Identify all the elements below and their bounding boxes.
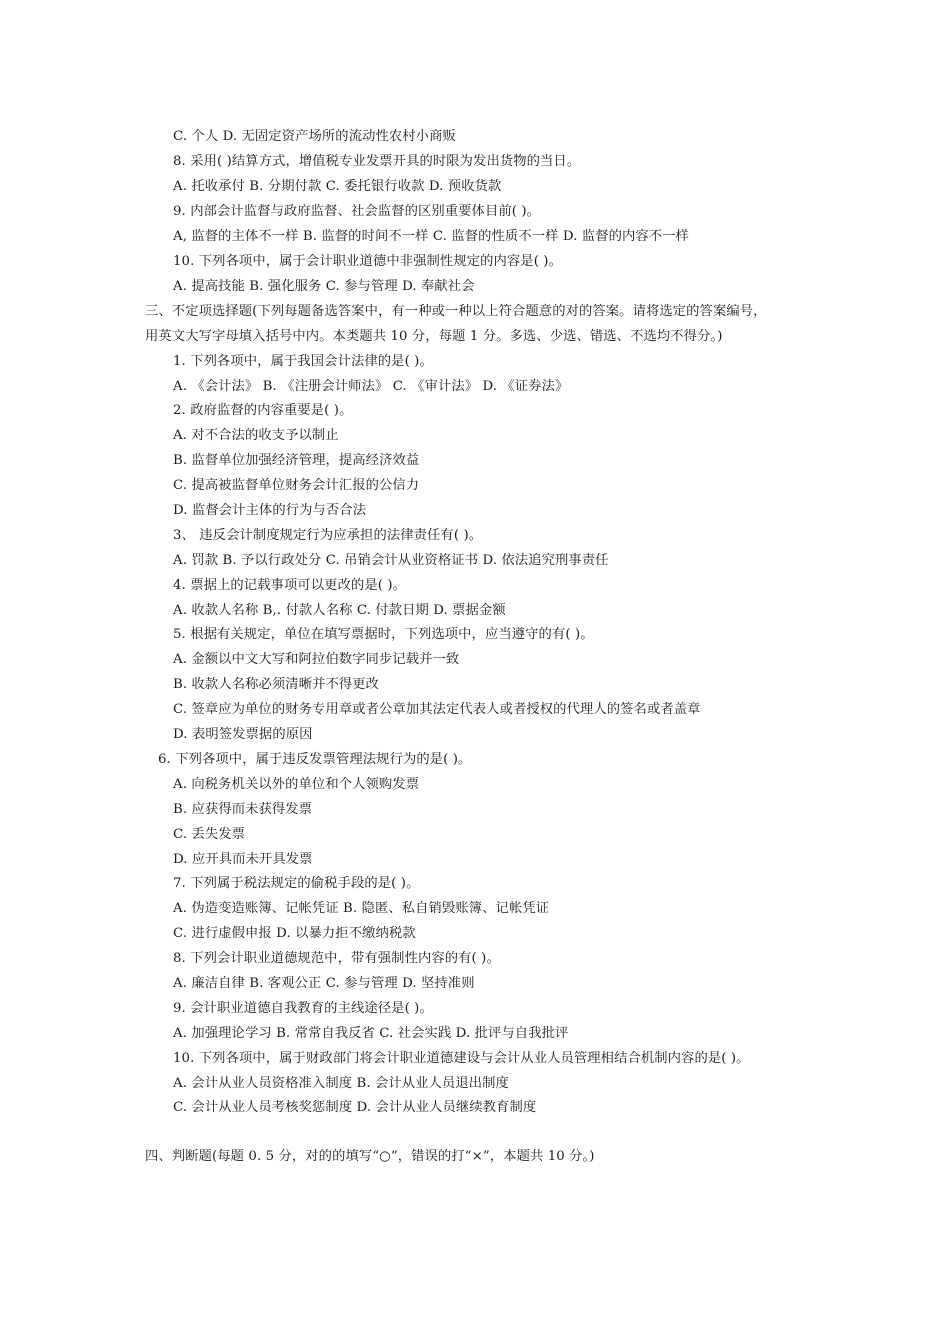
question-line: 6. 下列各项中，属于违反发票管理法规行为的是( )。 (158, 752, 472, 767)
option-line: A. 加强理论学习 B. 常常自我反省 C. 社会实践 D. 批评与自我批评 (173, 1026, 569, 1041)
option-line: C. 签章应为单位的财务专用章或者公章加其法定代表人或者授权的代理人的签名或者盖章 (173, 702, 701, 717)
section-heading: 三、不定项选择题(下列每题备选答案中，有一种或一种以上符合题意的对的答案。请将选定的答案编号， (145, 304, 767, 319)
question-line: 5. 根据有关规定，单位在填写票据时，下列选项中，应当遵守的有( )。 (173, 627, 594, 642)
question-line: 4. 票据上的记载事项可以更改的是( )。 (173, 578, 407, 593)
question-line: 8. 采用( )结算方式，增值税专业发票开具的时限为发出货物的当日。 (173, 154, 581, 169)
question-line: 8. 下列会计职业道德规范中，带有强制性内容的有( )。 (173, 951, 500, 966)
option-line: C. 进行虚假申报 D. 以暴力拒不缴纳税款 (173, 926, 416, 941)
section-heading: 四、判断题(每题 0. 5 分，对的的填写“○”，错误的打“×”，本题共 10 分。) (145, 1149, 595, 1164)
question-line: 1. 下列各项中，属于我国会计法律的是( )。 (173, 354, 433, 369)
option-line: A. 向税务机关以外的单位和个人领购发票 (173, 777, 420, 792)
option-line: A. 《会计法》 B. 《注册会计师法》 C. 《审计法》 D. 《证券法》 (173, 379, 569, 394)
text-line: C. 个人 D. 无固定资产场所的流动性农村小商贩 (173, 129, 456, 144)
option-line: A. 提高技能 B. 强化服务 C. 参与管理 D. 奉献社会 (173, 279, 475, 294)
option-line: C. 会计从业人员考核奖惩制度 D. 会计从业人员继续教育制度 (173, 1100, 537, 1115)
option-line: A. 收款人名称 B,. 付款人名称 C. 付款日期 D. 票据金额 (173, 603, 506, 618)
option-line: A. 伪造变造账簿、记帐凭证 B. 隐匿、私自销毁账簿、记帐凭证 (173, 901, 550, 916)
question-line: 9. 内部会计监督与政府监督、社会监督的区别重要体目前( )。 (173, 204, 541, 219)
option-line: D. 应开具而未开具发票 (173, 852, 313, 867)
option-line: A. 罚款 B. 予以行政处分 C. 吊销会计从业资格证书 D. 依法追究刑事责任 (173, 553, 609, 568)
option-line: C. 提高被监督单位财务会计汇报的公信力 (173, 478, 420, 493)
option-line: A. 会计从业人员资格准入制度 B. 会计从业人员退出制度 (173, 1076, 509, 1091)
option-line: B. 监督单位加强经济管理，提高经济效益 (173, 453, 420, 468)
question-line: 10. 下列各项中，属于财政部门将会计职业道德建设与会计从业人员管理相结合机制内容的是( )。 (173, 1051, 750, 1066)
option-line: A. 托收承付 B. 分期付款 C. 委托银行收款 D. 预收货款 (173, 179, 502, 194)
question-line: 2. 政府监督的内容重要是( )。 (173, 403, 353, 418)
question-line: 3、 违反会计制度规定行为应承担的法律责任有( )。 (173, 528, 483, 543)
question-line: 7. 下列属于税法规定的偷税手段的是( )。 (173, 876, 420, 891)
option-line: A. 廉洁自律 B. 客观公正 C. 参与管理 D. 坚持准则 (173, 976, 475, 991)
option-line: A. 对不合法的收支予以制止 (173, 428, 339, 443)
question-line: 9. 会计职业道德自我教育的主线途径是( )。 (173, 1001, 433, 1016)
question-line: 10. 下列各项中，属于会计职业道德中非强制性规定的内容是( )。 (173, 254, 562, 269)
option-line: D. 表明签发票据的原因 (173, 727, 313, 742)
option-line: A, 监督的主体不一样 B. 监督的时间不一样 C. 监督的性质不一样 D. 监督的内容不一样 (173, 229, 689, 244)
section-heading-cont: 用英文大写字母填入括号中内。本类题共 10 分，每题 1 分。多选、少选、错选、不选均不得分。) (145, 329, 723, 344)
option-line: D. 监督会计主体的行为与否合法 (173, 503, 367, 518)
option-line: B. 收款人名称必须清晰并不得更改 (173, 677, 380, 692)
option-line: A. 金额以中文大写和阿拉伯数字同步记载并一致 (173, 652, 460, 667)
option-line: C. 丢失发票 (173, 827, 246, 842)
option-line: B. 应获得而未获得发票 (173, 802, 313, 817)
